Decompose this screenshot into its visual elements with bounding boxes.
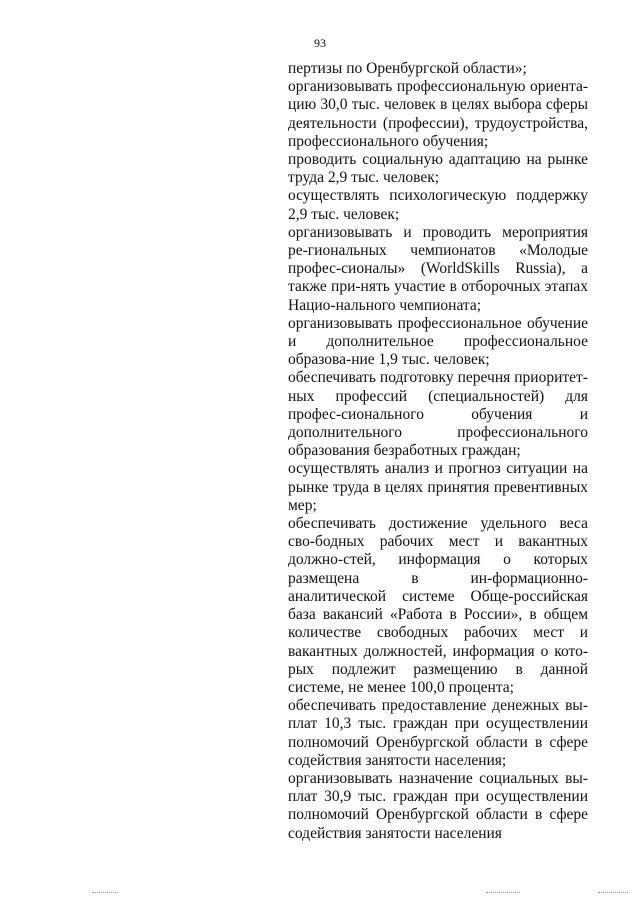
paragraph: организовывать и проводить мероприятия ре-гиональных чемпионатов «Молодые профес-сионалы» (WorldSkills Russia), а также при-нять участие в отборочных этапах Нацио-нального чемпионата; bbox=[288, 223, 588, 314]
scan-mark-center bbox=[486, 892, 520, 897]
paragraph: организовывать профессиональное обучение и дополнительное профессиональное образова-ние 1,9 тыс. человек; bbox=[288, 314, 588, 369]
paragraph: пертизы по Оренбургской области»; bbox=[288, 60, 527, 77]
paragraph: организовывать профессиональную ориента-цию 30,0 тыс. человек в целях выбора сферы деятельности (профессии), трудоустройства, профессионального обучения; bbox=[288, 78, 588, 150]
paragraph: обеспечивать достижение удельного веса сво-бодных рабочих мест и вакантных должно-стей, информация о которых размещена в ин-формационно-аналитической системе Обще-российская база вакансий «Работа в России», в общем количестве свободных рабочих мест и вакантных должностей, информация о кото-рых подлежит размещению в данной системе, не менее 100,0 процента; bbox=[288, 515, 588, 696]
text-column bbox=[288, 60, 588, 843]
page-number: 93 bbox=[314, 36, 326, 50]
paragraph: обеспечивать подготовку перечня приоритет-ных профессий (специальностей) для профес-сионального обучения и дополнительного профессионального образования безработных граждан; bbox=[288, 369, 588, 460]
paragraph: обеспечивать предоставление денежных вы-плат 10,3 тыс. граждан при осуществлении полномочий Оренбургской области в сфере содействия занятости населения; bbox=[288, 697, 588, 769]
paragraph: организовывать назначение социальных вы-плат 30,9 тыс. граждан при осуществлении полномочий Оренбургской области в сфере содействия занятости населения bbox=[288, 769, 588, 842]
paragraph: осуществлять психологическую поддержку 2,9 тыс. человек; bbox=[288, 187, 588, 223]
scan-mark-right bbox=[598, 892, 628, 897]
scan-mark-left bbox=[92, 892, 118, 897]
paragraph: осуществлять анализ и прогноз ситуации на рынке труда в целях принятия превентивных мер; bbox=[288, 460, 588, 514]
paragraph: проводить социальную адаптацию на рынке труда 2,9 тыс. человек; bbox=[288, 151, 588, 187]
